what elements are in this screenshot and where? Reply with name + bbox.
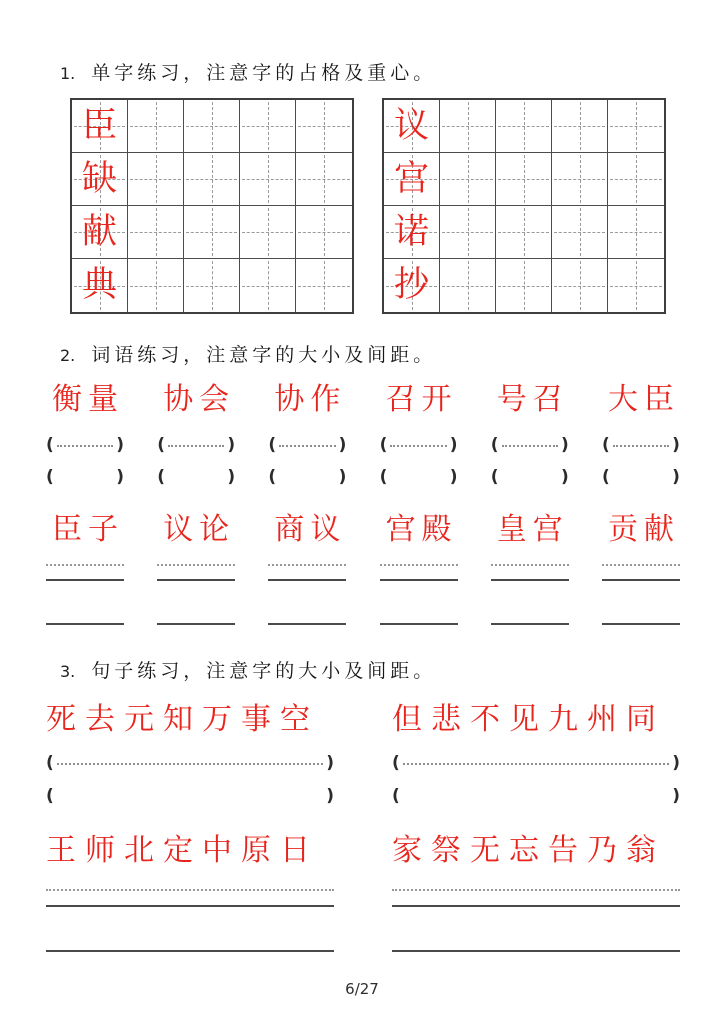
practice-line bbox=[46, 579, 124, 581]
close-paren: ) bbox=[449, 435, 458, 455]
section2-number: 2. bbox=[60, 346, 76, 365]
dotted-guide-line bbox=[392, 889, 680, 891]
tianzige-cell bbox=[496, 153, 552, 206]
model-word: 衡量 bbox=[52, 382, 124, 417]
tianzige-cell bbox=[552, 259, 608, 312]
model-character: 臣 bbox=[81, 105, 117, 146]
word-row-1 bbox=[46, 379, 680, 489]
model-word: 贡献 bbox=[607, 512, 680, 547]
tianzige-cell bbox=[184, 100, 240, 153]
tianzige-cell bbox=[496, 100, 552, 153]
open-paren: ( bbox=[490, 435, 499, 455]
tianzige-cell bbox=[184, 153, 240, 206]
model-word: 议论 bbox=[163, 512, 236, 547]
sentence-row-2 bbox=[46, 828, 680, 952]
tianzige-cell bbox=[128, 206, 184, 259]
sentence-practice-column bbox=[392, 697, 680, 808]
word-practice-column bbox=[380, 509, 458, 625]
answer-parens-empty bbox=[157, 465, 235, 489]
tianzige-cell bbox=[552, 206, 608, 259]
tianzige-cell bbox=[608, 100, 664, 153]
tianzige-cell bbox=[496, 206, 552, 259]
model-word: 皇宫 bbox=[496, 512, 569, 547]
tianzige-cell bbox=[440, 259, 496, 312]
answer-parens-dashed bbox=[46, 433, 124, 457]
practice-line bbox=[491, 579, 569, 581]
tianzige-cell bbox=[384, 153, 440, 206]
close-paren: ) bbox=[227, 467, 236, 487]
open-paren: ( bbox=[268, 435, 277, 455]
open-paren: ( bbox=[268, 467, 277, 487]
dashed-guide-line bbox=[57, 763, 323, 765]
practice-line bbox=[602, 579, 680, 581]
tianzige-cell bbox=[552, 100, 608, 153]
word-row-2 bbox=[46, 509, 680, 625]
tianzige-cell bbox=[184, 259, 240, 312]
model-character: 典 bbox=[81, 265, 117, 305]
answer-parens-empty bbox=[268, 465, 346, 489]
word-practice-column bbox=[602, 379, 680, 489]
tianzige-cell bbox=[384, 206, 440, 259]
dotted-guide-line bbox=[46, 564, 124, 566]
tianzige-cell bbox=[72, 153, 128, 206]
dashed-guide-line bbox=[168, 445, 224, 447]
word-practice-column bbox=[46, 379, 124, 489]
word-practice-column bbox=[268, 379, 346, 489]
tianzige-cell bbox=[608, 153, 664, 206]
answer-parens-empty bbox=[602, 465, 680, 489]
word-practice-column bbox=[157, 509, 235, 625]
answer-parens-dashed bbox=[392, 751, 680, 775]
practice-line bbox=[268, 623, 346, 625]
model-character: 献 bbox=[81, 211, 117, 252]
open-paren: ( bbox=[379, 435, 388, 455]
model-word: 宫殿 bbox=[385, 512, 458, 547]
open-paren: ( bbox=[157, 435, 165, 455]
model-sentence: 死去元知万事空 bbox=[46, 702, 319, 737]
dotted-guide-line bbox=[602, 564, 680, 566]
tianzige-cell bbox=[72, 259, 128, 312]
practice-line bbox=[380, 579, 458, 581]
tianzige-cell bbox=[128, 259, 184, 312]
model-word: 大臣 bbox=[607, 382, 680, 417]
model-character: 议 bbox=[393, 105, 429, 146]
model-character: 诺 bbox=[393, 211, 429, 252]
close-paren: ) bbox=[672, 753, 680, 773]
dotted-guide-line bbox=[491, 564, 569, 566]
model-word: 召开 bbox=[385, 382, 458, 417]
answer-parens-empty bbox=[491, 465, 569, 489]
practice-line bbox=[392, 905, 680, 907]
practice-line bbox=[491, 623, 569, 625]
tianzige-cell bbox=[72, 206, 128, 259]
model-sentence: 王师北定中原日 bbox=[46, 833, 319, 868]
practice-grid-left bbox=[70, 98, 354, 314]
dashed-guide-line bbox=[57, 445, 113, 447]
close-paren: ) bbox=[560, 435, 569, 455]
open-paren: ( bbox=[46, 435, 54, 455]
practice-grid-right bbox=[382, 98, 666, 314]
model-character: 宫 bbox=[393, 158, 429, 199]
model-sentence: 但悲不见九州同 bbox=[392, 702, 665, 737]
sentence-row-1 bbox=[46, 697, 680, 808]
section3-number: 3. bbox=[60, 662, 76, 681]
close-paren: ) bbox=[672, 467, 680, 487]
tianzige-cell bbox=[240, 259, 296, 312]
open-paren: ( bbox=[46, 786, 54, 806]
sentence-practice-column bbox=[392, 828, 680, 952]
close-paren: ) bbox=[227, 435, 236, 455]
dotted-guide-line bbox=[268, 564, 346, 566]
close-paren: ) bbox=[338, 467, 347, 487]
model-word: 商议 bbox=[274, 512, 347, 547]
section2-heading bbox=[60, 340, 680, 367]
practice-line bbox=[46, 905, 334, 907]
tianzige-cell bbox=[296, 153, 352, 206]
model-word: 协会 bbox=[163, 382, 236, 417]
close-paren: ) bbox=[326, 786, 334, 806]
close-paren: ) bbox=[116, 435, 124, 455]
open-paren: ( bbox=[392, 786, 400, 806]
sentence-practice-column bbox=[46, 828, 334, 952]
tianzige-cell bbox=[240, 100, 296, 153]
tianzige-cell bbox=[240, 153, 296, 206]
practice-line bbox=[46, 950, 334, 952]
tianzige-cell bbox=[184, 206, 240, 259]
open-paren: ( bbox=[379, 467, 388, 487]
answer-parens-dashed bbox=[46, 751, 334, 775]
practice-line bbox=[380, 623, 458, 625]
dotted-guide-line bbox=[46, 889, 334, 891]
open-paren: ( bbox=[46, 753, 54, 773]
tianzige-cell bbox=[552, 153, 608, 206]
dashed-guide-line bbox=[502, 445, 558, 447]
close-paren: ) bbox=[560, 467, 569, 487]
answer-parens-dashed bbox=[491, 433, 569, 457]
answer-parens-empty bbox=[46, 465, 124, 489]
model-word: 协作 bbox=[274, 382, 347, 417]
tianzige-cell bbox=[296, 259, 352, 312]
dashed-guide-line bbox=[279, 445, 335, 447]
tianzige-cell bbox=[128, 100, 184, 153]
section3-heading bbox=[60, 656, 680, 683]
dashed-guide-line bbox=[390, 445, 446, 447]
tianzige-cell bbox=[72, 100, 128, 153]
model-word: 号召 bbox=[496, 382, 569, 417]
open-paren: ( bbox=[601, 467, 610, 487]
practice-line bbox=[157, 623, 235, 625]
sentence-practice-column bbox=[46, 697, 334, 808]
tianzige-cell bbox=[384, 100, 440, 153]
open-paren: ( bbox=[490, 467, 499, 487]
answer-parens-dashed bbox=[602, 433, 680, 457]
tianzige-cell bbox=[440, 153, 496, 206]
close-paren: ) bbox=[672, 786, 680, 806]
answer-parens-empty bbox=[46, 784, 334, 808]
word-practice-column bbox=[491, 509, 569, 625]
open-paren: ( bbox=[601, 435, 610, 455]
model-word: 臣子 bbox=[52, 512, 124, 547]
tianzige-cell bbox=[296, 100, 352, 153]
word-practice-column bbox=[602, 509, 680, 625]
tianzige-cell bbox=[608, 259, 664, 312]
section1-heading bbox=[60, 58, 680, 85]
tianzige-cell bbox=[496, 259, 552, 312]
dotted-guide-line bbox=[380, 564, 458, 566]
close-paren: ) bbox=[338, 435, 347, 455]
dashed-guide-line bbox=[403, 763, 669, 765]
word-practice-column bbox=[157, 379, 235, 489]
word-practice-column bbox=[491, 379, 569, 489]
answer-parens-empty bbox=[392, 784, 680, 808]
open-paren: ( bbox=[157, 467, 165, 487]
practice-line bbox=[46, 623, 124, 625]
model-character: 缺 bbox=[81, 158, 117, 199]
section2-title: 词语练习，注意字的大小及间距。 bbox=[91, 344, 437, 366]
model-character: 抄 bbox=[393, 265, 429, 305]
tianzige-cell bbox=[296, 206, 352, 259]
word-practice-column bbox=[380, 379, 458, 489]
word-practice-column bbox=[268, 509, 346, 625]
tianzige-cell bbox=[440, 100, 496, 153]
tianzige-cell bbox=[384, 259, 440, 312]
section3-title: 句子练习，注意字的大小及间距。 bbox=[91, 660, 437, 682]
practice-line bbox=[392, 950, 680, 952]
model-sentence: 家祭无忘告乃翁 bbox=[392, 833, 665, 868]
practice-line bbox=[602, 623, 680, 625]
close-paren: ) bbox=[326, 753, 334, 773]
close-paren: ) bbox=[672, 435, 680, 455]
dashed-guide-line bbox=[613, 445, 669, 447]
answer-parens-dashed bbox=[157, 433, 235, 457]
section1-title: 单字练习，注意字的占格及重心。 bbox=[91, 62, 437, 84]
page-number: 6/27 bbox=[345, 980, 379, 998]
answer-parens-dashed bbox=[268, 433, 346, 457]
word-practice-column bbox=[46, 509, 124, 625]
open-paren: ( bbox=[46, 467, 54, 487]
close-paren: ) bbox=[449, 467, 458, 487]
practice-line bbox=[157, 579, 235, 581]
tianzige-cell bbox=[608, 206, 664, 259]
dotted-guide-line bbox=[157, 564, 235, 566]
tianzige-cell bbox=[440, 206, 496, 259]
open-paren: ( bbox=[392, 753, 400, 773]
answer-parens-dashed bbox=[380, 433, 458, 457]
tianzige-cell bbox=[128, 153, 184, 206]
character-grids-row bbox=[70, 98, 680, 314]
practice-line bbox=[268, 579, 346, 581]
answer-parens-empty bbox=[380, 465, 458, 489]
close-paren: ) bbox=[116, 467, 124, 487]
tianzige-cell bbox=[240, 206, 296, 259]
section1-number: 1. bbox=[60, 64, 76, 83]
